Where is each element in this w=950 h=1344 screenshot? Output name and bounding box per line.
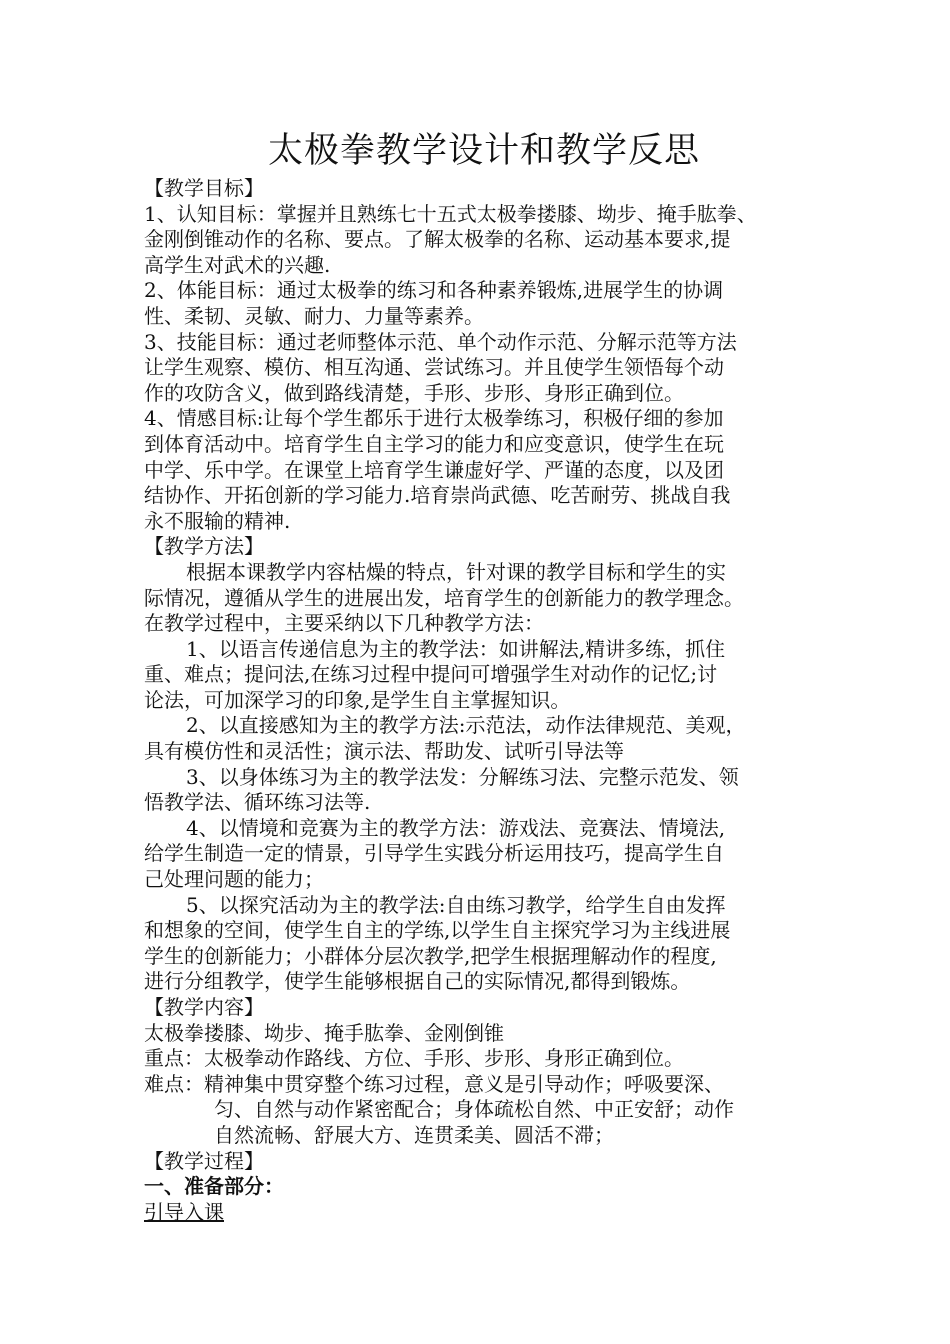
text-line: 4、情感目标:让每个学生都乐于进行太极拳练习，积极仔细的参加 (144, 406, 724, 431)
text-line: 匀、自然与动作紧密配合；身体疏松自然、中正安舒；动作 (214, 1097, 734, 1122)
text-line: 太极拳搂膝、坳步、掩手肱拳、金刚倒锥 (144, 1020, 504, 1045)
text-line: 结协作、开拓创新的学习能力.培育崇尚武德、吃苦耐劳、挑战自我 (144, 483, 731, 508)
text-line: 金刚倒锥动作的名称、要点。了解太极拳的名称、运动基本要求,提 (144, 227, 731, 252)
section-heading-objectives: 【教学目标】 (144, 176, 264, 200)
text-line: 3、以身体练习为主的教学法发：分解练习法、完整示范发、领 (186, 764, 739, 789)
text-line: 悟教学法、循环练习法等. (144, 790, 371, 815)
text-line: 重、难点；提问法,在练习过程中提问可增强学生对动作的记忆;讨 (144, 662, 718, 687)
text-line: 论法，可加深学习的印象,是学生自主掌握知识。 (144, 687, 571, 712)
text-line: 自然流畅、舒展大方、连贯柔美、圆活不滞； (214, 1122, 614, 1147)
document-page (144, 128, 824, 1225)
text-line: 进行分组教学，使学生能够根据自己的实际情况,都得到锻炼。 (144, 969, 691, 994)
subsection-heading-preparation: 一、准备部分： (144, 1174, 284, 1199)
text-line: 到体育活动中。培育学生自主学习的能力和应变意识，使学生在玩 (144, 431, 724, 456)
text-line: 性、柔韧、灵敏、耐力、力量等素养。 (144, 303, 484, 328)
underlined-subheading: 引导入课 (144, 1199, 224, 1224)
text-line: 在教学过程中，主要采纳以下几种教学方法： (144, 611, 544, 636)
text-line: 2、以直接感知为主的教学方法:示范法，动作法律规范、美观， (186, 713, 746, 738)
text-line: 1、以语言传递信息为主的教学法：如讲解法,精讲多练，抓住 (186, 636, 726, 661)
text-line: 际情况，遵循从学生的进展出发，培育学生的创新能力的教学理念。 (144, 585, 744, 610)
text-line: 学生的创新能力；小群体分层次教学,把学生根据理解动作的程度, (144, 943, 717, 968)
text-line: 难点：精神集中贯穿整个练习过程，意义是引导动作；呼吸要深、 (144, 1071, 724, 1096)
text-line: 作的攻防含义，做到路线清楚，手形、步形、身形正确到位。 (144, 380, 684, 405)
text-line: 4、以情境和竞赛为主的教学方法：游戏法、竞赛法、情境法, (186, 815, 726, 840)
text-line: 具有模仿性和灵活性；演示法、帮助发、试听引导法等 (144, 739, 624, 764)
text-line: 根据本课教学内容枯燥的特点，针对课的教学目标和学生的实 (186, 559, 726, 584)
text-line: 3、技能目标：通过老师整体示范、单个动作示范、分解示范等方法 (144, 329, 737, 354)
text-line: 和想象的空间，使学生自主的学练,以学生自主探究学习为主线进展 (144, 918, 731, 943)
text-line: 给学生制造一定的情景，引导学生实践分析运用技巧，提高学生自 (144, 841, 724, 866)
text-line: 让学生观察、模仿、相互沟通、尝试练习。并且使学生领悟每个动 (144, 355, 724, 380)
text-line: 己处理问题的能力； (144, 867, 324, 892)
section-heading-content: 【教学内容】 (144, 995, 264, 1019)
text-line: 5、以探究活动为主的教学法:自由练习教学，给学生自由发挥 (186, 892, 726, 917)
text-line: 1、认知目标：掌握并且熟练七十五式太极拳搂膝、坳步、掩手肱拳、 (144, 201, 757, 226)
section-heading-methods: 【教学方法】 (144, 534, 264, 559)
document-title: 太极拳教学设计和教学反思 (267, 131, 700, 171)
section-heading-process: 【教学过程】 (144, 1148, 264, 1173)
text-line: 2、体能目标：通过太极拳的练习和各种素养锻炼,进展学生的协调 (144, 278, 724, 303)
text-line: 高学生对武术的兴趣. (144, 252, 331, 277)
text-line: 中学、乐中学。在课堂上培育学生谦虚好学、严谨的态度，以及团 (144, 457, 724, 482)
text-line: 重点：太极拳动作路线、方位、手形、步形、身形正确到位。 (144, 1046, 684, 1071)
text-line: 永不服输的精神. (144, 508, 291, 533)
